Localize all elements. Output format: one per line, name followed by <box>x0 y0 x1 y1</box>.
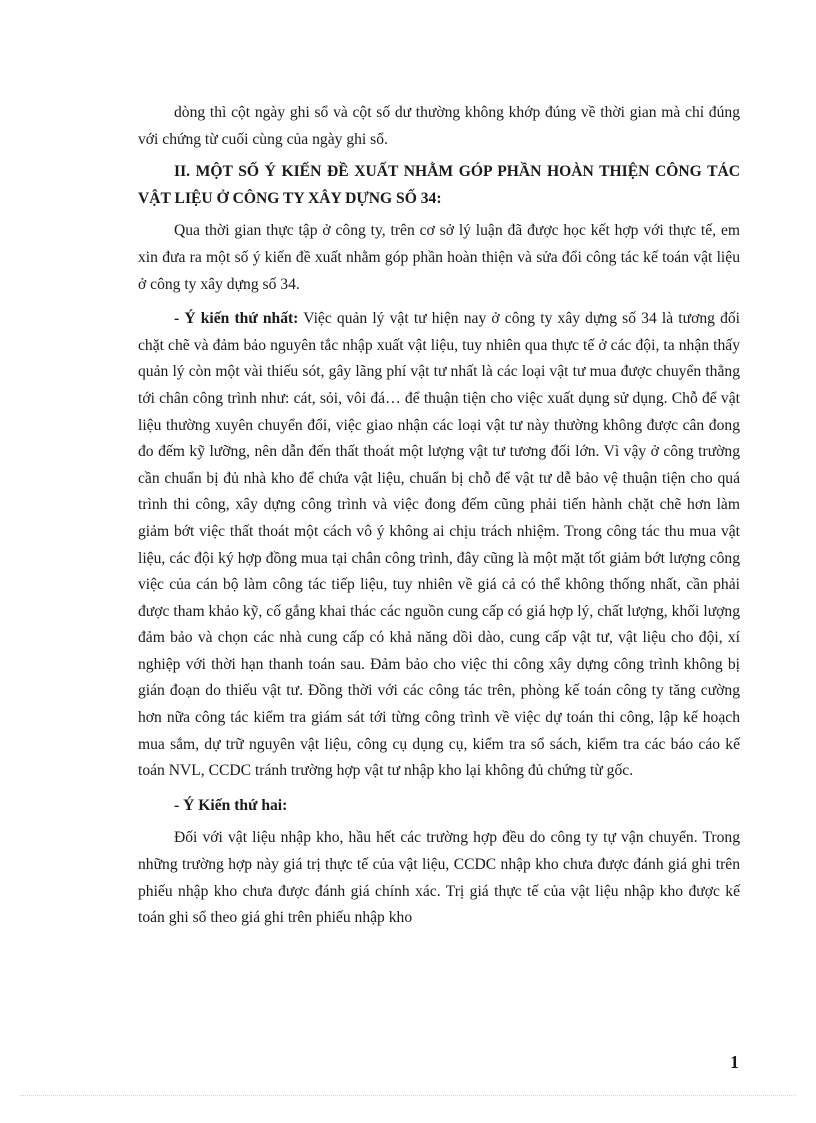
idea-two-paragraph: Đối với vật liệu nhập kho, hầu hết các trường hợp đều do công ty tự vận chuyển. Trong những trường hợp này giá trị thực tế của vật liệu, CCDC nhập kho chưa được đánh giá ghi trên phiếu nhập kho chưa được đánh giá chính xác. Trị giá thực tế của vật liệu nhập kho được kế toán ghi sổ theo giá ghi trên phiếu nhập kho <box>138 829 740 927</box>
continuation-paragraph: dòng thì cột ngày ghi sổ và cột số dư thường không khớp đúng về thời gian mà chỉ đúng với chứng từ cuối cùng của ngày ghi sổ. <box>138 104 740 148</box>
idea-two-label: - Ý Kiến thứ hai: <box>174 796 288 814</box>
intro-paragraph: Qua thời gian thực tập ở công ty, trên cơ sở lý luận đã được học kết hợp với thực tế, em xin đưa ra một số ý kiến đề xuất nhằm góp phần hoàn thiện và sửa đổi công tác kế toán vật liệu ở công ty xây dựng số 34. <box>138 222 740 293</box>
page-number: 1 <box>730 1052 739 1072</box>
idea-one-paragraph <box>138 306 740 785</box>
idea-one-text: Việc quản lý vật tư hiện nay ở công ty xây dựng số 34 là tương đối chặt chẽ và đảm bảo nguyên tắc nhập xuất vật liệu, tuy nhiên qua thực tế ở các đội, ta nhận thấy quản lý còn một vài thiếu sót, gây lãng phí vật tư nhất là các loại vật tư mua được chuyển thẳng tới chân công trình như: cát, sỏi, vôi đá… để thuận tiện cho việc xuất dụng sử dụng. Chỗ để vật liệu thường xuyên chuyển đổi, việc giao nhận các loại vật tư này thường không được cân đong đo đếm kỹ lưỡng, nên dẫn đến thất thoát một lượng vật tư tương đối lớn. Vì vậy ở công trường cần chuẩn bị đủ nhà kho để chứa vật liệu, chuẩn bị chỗ để vật tư dễ bảo vệ thuận tiện cho quá trình thi công, xây dựng công trình và việc đong đếm cũng phải tiến hành chặt chẽ hơn làm giảm bớt việc thất thoát một cách vô ý không ai chịu trách nhiệm. Trong công tác thu mua vật liệu, các đội ký hợp đồng mua tại chân công trình, đây cũng là một mặt tốt giảm bớt lượng công việc của cán bộ làm công tác tiếp liệu, tuy nhiên về giá cả có thể không thống nhất, cần phải được tham khảo kỹ, cố gắng khai thác các nguồn cung cấp có giá hợp lý, chất lượng, khối lượng đảm bảo và chọn các nhà cung cấp có khả năng dồi dào, cung cấp vật tư, vật liệu cho đội, xí nghiệp với thời hạn thanh toán sau. Đảm bảo cho việc thi công xây dựng công trình không bị gián đoạn do thiếu vật tư. Đồng thời với các công tác trên, phòng kế toán công ty tăng cường hơn nữa công tác kiểm tra giám sát tới từng công trình về việc dự toán thi công, lập kế hoạch mua sắm, dự trữ nguyên vật liệu, công cụ dụng cụ, kiểm tra sổ sách, kiểm tra các báo cáo kế toán NVL, CCDC tránh trường hợp vật tư nhập kho lại không đủ chứng từ gốc. <box>138 310 741 780</box>
idea-one-label: - Ý kiến thứ nhất: <box>174 310 299 328</box>
section-heading: II. MỘT SỐ Ý KIẾN ĐỀ XUẤT NHẰM GÓP PHẦN HOÀN THIỆN CÔNG TÁC VẬT LIỆU Ở CÔNG TY XÂY DỰNG SỐ 34: <box>138 163 740 207</box>
document-page <box>138 100 740 940</box>
footer-divider <box>20 1095 796 1096</box>
